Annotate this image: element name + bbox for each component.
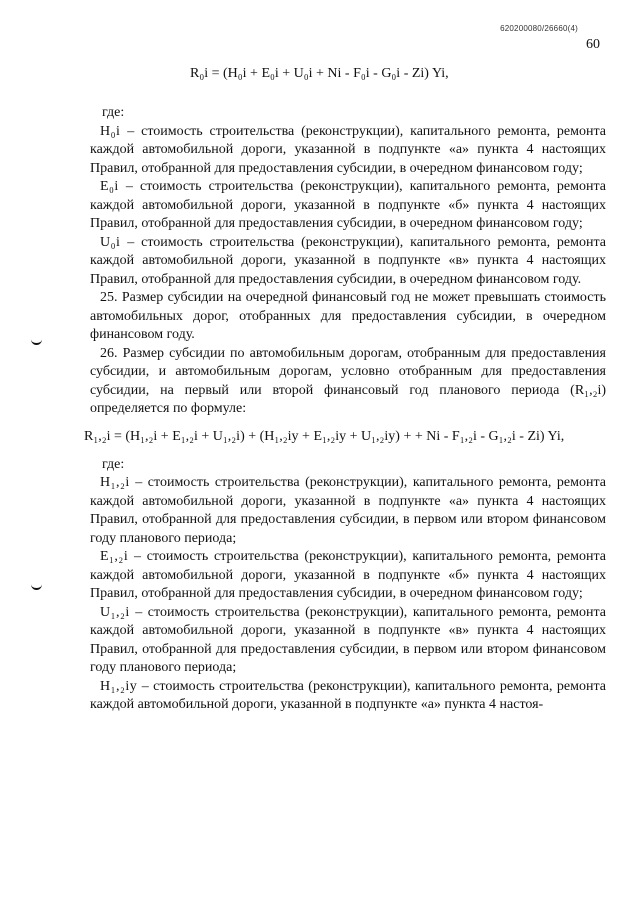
margin-mark [31,582,42,590]
definition-text: – стоимость строительства (реконструкции), капитального ремонта, ремонта каждой автомобильной дороги, указанной в подпункте «в» пункта 4 настоящих Правил, отобранной для предоставления субсидии, в очередном финансовом году. [90,234,606,287]
definition-e12 [90,548,606,604]
definition-symbol: U₀i [100,234,121,250]
definition-symbol: H₀i [100,123,121,139]
document-code: 620200080/26660(4) [500,24,578,33]
definition-text: – стоимость строительства (реконструкции), капитального ремонта, ремонта каждой автомобильной дороги, указанной в подпункте «а» пункта 4 настоящих Правил, отобранной для предоставления субсидии, в очередном финансовом году; [90,123,606,176]
definition-symbol: H₁,₂iy [100,678,138,694]
definition-text: – стоимость строительства (реконструкции), капитального ремонта, ремонта каждой автомобильной дороги, указанной в подпункте «в» пункта 4 настоящих Правил, отобранной для предоставления субсидии, в первом или втором финансовом году планового периода; [90,604,606,675]
definition-symbol: U₁,₂i [100,604,130,620]
where-label: где: [102,456,125,472]
formula-r12: R₁,₂i = (H₁,₂i + E₁,₂i + U₁,₂i) + (H₁,₂iy + E₁,₂iy + U₁,₂iy) + + Ni - F₁,₂i - G₁,₂i - Zi) Yi, [84,429,565,444]
definition-h12 [90,474,606,548]
page-number: 60 [586,37,600,52]
paragraph-26: 26. Размер субсидии по автомобильным дорогам, отобранным для предоставления субсидии, и автомобильным дорогам, условно отобранным для предоставления субсидии, на первый или второй финансовый год планового периода (R₁,₂i) определяется по формуле: [90,345,606,416]
definition-u0 [90,234,606,290]
definition-text: – стоимость строительства (реконструкции), капитального ремонта, ремонта каждой автомобильной дороги, указанной в подпункте «а» пункта 4 настоящих Правил, отобранной для предоставления субсидии, в первом или втором финансовом году планового периода; [90,475,606,546]
definition-h12y [90,678,606,715]
definition-text: – стоимость строительства (реконструкции), капитального ремонта, ремонта каждой автомобильной дороги, указанной в подпункте «б» пункта 4 настоящих Правил, отобранной для предоставления субсидии, в очередном финансовом году; [90,179,606,231]
where-label: где: [102,105,125,120]
definition-symbol: E₀i [100,179,119,194]
definition-text: – стоимость строительства (реконструкции), капитального ремонта, ремонта каждой автомобильной дороги, указанной в подпункте «а» пункта 4 настоя- [90,678,606,712]
definition-symbol: H₁,₂i [100,475,130,490]
paragraph-25: 25. Размер субсидии на очередной финансовый год не может превышать стоимость автомобильных дорог, отобранных для предоставления субсидии, в очередном финансовом году. [90,290,606,342]
margin-mark [31,337,42,345]
document-body [90,104,606,715]
formula-r0: R₀i = (H₀i + E₀i + U₀i + Ni - F₀i - G₀i - Zi) Yi, [190,66,449,81]
definition-e0 [90,178,606,234]
definition-u12 [90,604,606,678]
definition-symbol: E₁,₂i [100,549,129,564]
definition-text: – стоимость строительства (реконструкции), капитального ремонта, ремонта каждой автомобильной дороги, указанной в подпункте «б» пункта 4 настоящих Правил, отобранной для предоставления субсидии, в очередном финансовом году; [90,549,606,601]
definition-h0 [90,123,606,179]
